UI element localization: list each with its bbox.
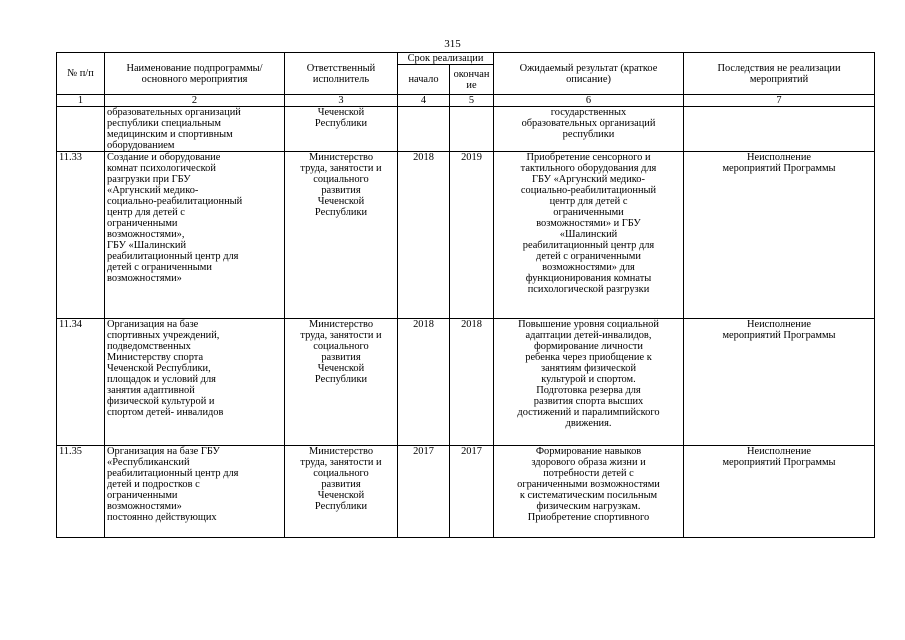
row-start: 2018: [413, 152, 434, 163]
row-num: 11.34: [59, 319, 82, 330]
column-numbers-row: [57, 95, 875, 107]
page-number: 315: [444, 38, 461, 50]
row-end: [452, 107, 491, 151]
table-row: [57, 446, 875, 538]
column-number: 4: [398, 95, 450, 107]
row-start: [400, 107, 447, 151]
header-start: начало: [398, 65, 450, 95]
row-responsible: Министерство труда, занятости и социального развития Чеченской Республики: [300, 319, 382, 385]
row-end: 2018: [461, 319, 482, 330]
column-number: 3: [285, 95, 398, 107]
row-num: 11.35: [59, 446, 82, 457]
row-num: [59, 107, 102, 151]
table-row: [57, 152, 875, 319]
row-name: Организация на базе ГБУ «Республиканский реабилитационный центр для детей и подростков с ограниченными возможностями» постоянно действующих: [107, 446, 239, 523]
column-number: 2: [105, 95, 285, 107]
header-result: Ожидаемый результат (краткое описание): [494, 53, 684, 95]
row-responsible: Министерство труда, занятости и социального развития Чеченской Республики: [300, 152, 382, 218]
row-consequences: Неисполнение мероприятий Программы: [722, 152, 836, 174]
row-start: 2018: [413, 319, 434, 330]
header-responsible: Ответственный исполнитель: [285, 53, 398, 95]
row-responsible: Чеченской Республики: [314, 107, 368, 129]
header-period: Срок реализации: [398, 53, 494, 65]
column-number: 7: [684, 95, 875, 107]
row-consequences: Неисполнение мероприятий Программы: [722, 319, 836, 341]
row-num: 11.33: [59, 152, 82, 163]
table-row: [57, 319, 875, 446]
row-end: 2017: [461, 446, 482, 457]
program-activities-table: [56, 52, 875, 538]
header-consequences: Последствия не реализации мероприятий: [684, 53, 875, 95]
column-number: 6: [494, 95, 684, 107]
row-responsible: Министерство труда, занятости и социального развития Чеченской Республики: [300, 446, 382, 512]
header-end: окончан ие: [450, 65, 494, 95]
column-number: 5: [450, 95, 494, 107]
row-start: 2017: [413, 446, 434, 457]
row-result: Формирование навыков здорового образа жизни и потребности детей с ограниченными возможностями к систематическим посильным физическим нагрузкам. Приобретение спортивного: [517, 446, 660, 523]
row-name: Организация на базе спортивных учреждений, подведомственных Министерству спорта Чеченской Республики, площадок и условий для занятия адаптивной физической культурой и спортом детей- инвалидов: [107, 319, 224, 418]
table-row: [57, 107, 875, 152]
row-result: Повышение уровня социальной адаптации детей-инвалидов, формирование личности ребенка через приобщение к занятиям физической культурой и спортом. Подготовка резерва для развития спорта высших достижений и паралимпийского движения.: [517, 319, 660, 429]
row-name: образовательных организаций республики специальным медицинским и спортивным оборудованием: [107, 107, 241, 151]
row-end: 2019: [461, 152, 482, 163]
row-result: Приобретение сенсорного и тактильного оборудования для ГБУ «Аргунский медико- социально-реабилитационный центр для детей с ограниченными возможностями» и ГБУ «Шалинский реабилитационный центр для детей с ограниченными возможностями» для функционирования комнаты психологической разгрузки: [520, 152, 657, 295]
row-consequences: [686, 107, 872, 151]
column-number: 1: [57, 95, 105, 107]
row-result: государственных образовательных организаций республики: [521, 107, 656, 140]
header-name: Наименование подпрограммы/ основного мероприятия: [105, 53, 285, 95]
row-consequences: Неисполнение мероприятий Программы: [722, 446, 836, 468]
row-name: Создание и оборудование комнат психологической разгрузки при ГБУ «Аргунский медико- социально-реабилитационный центр для детей с ограниченными возможностями», ГБУ «Шалинский реабилитационный центр для детей с ограниченными возможностями»: [107, 152, 243, 284]
header-num: № п/п: [57, 53, 105, 95]
